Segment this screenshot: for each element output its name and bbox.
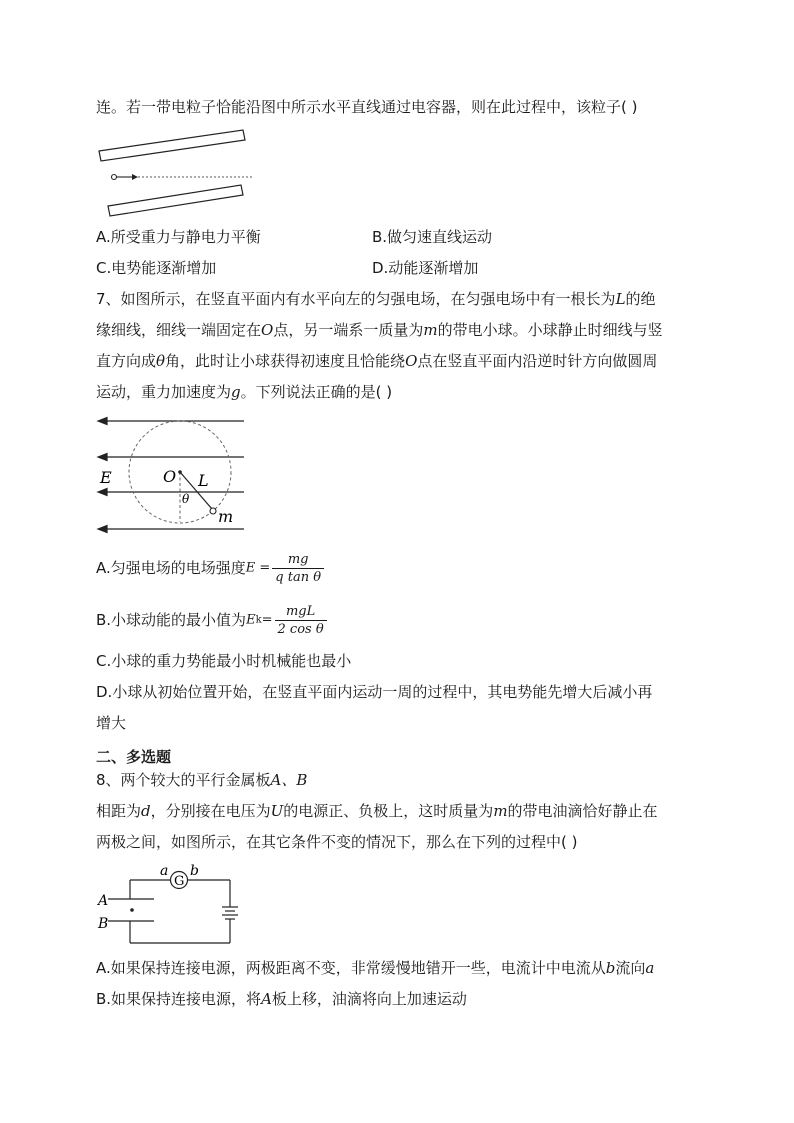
section-heading: 二、多选题 — [96, 748, 172, 766]
label-theta: θ — [182, 492, 190, 506]
q7-stem-line3: 直方向成θ角，此时让小球获得初速度且恰能绕O点在竖直平面内沿逆时针方向做圆周 — [96, 352, 658, 370]
q8-stem-line2: 相距为d，分别接在电压为U的电源正、负极上，这时质量为m的带电油滴恰好静止在 — [96, 802, 658, 820]
label-plate-a: A — [98, 893, 109, 909]
ball — [210, 508, 216, 514]
q6-option-b: B.做匀速直线运动 — [372, 228, 493, 246]
galvanometer-label: G — [174, 874, 185, 889]
q8-stem-line1: 8、两个较大的平行金属板A、B — [96, 771, 308, 789]
q6-option-a: A.所受重力与静电力平衡 — [96, 228, 261, 246]
q7-stem-line2: 缘细线，细线一端固定在O点，另一端系一质量为m的带电小球。小球静止时细线与竖 — [96, 321, 663, 339]
label-a-terminal: a — [160, 863, 169, 879]
circuit-figure — [94, 863, 244, 949]
label-l: L — [198, 471, 209, 490]
label-o: O — [163, 467, 177, 486]
label-plate-b: B — [98, 916, 109, 932]
q7-option-d-line2: 增大 — [96, 714, 127, 732]
q7-option-b: B.小球动能的最小值为Ek= $\frac{\text{mgL}}{\text{2 cos θ}}$ — [96, 604, 329, 637]
q6-option-c: C.电势能逐渐增加 — [96, 259, 217, 277]
label-b-terminal: b — [190, 863, 199, 879]
q7-stem-line1: 7、如图所示，在竖直平面内有水平向左的匀强电场，在匀强电场中有一根长为L的绝 — [96, 290, 656, 308]
particle — [112, 175, 117, 180]
label-m: m — [218, 507, 234, 526]
q6-stem: 连。若一带电粒子恰能沿图中所示水平直线通过电容器，则在此过程中，该粒子( ) — [96, 98, 638, 116]
field-circle-figure — [94, 414, 250, 538]
pivot-point — [178, 470, 182, 474]
oil-drop — [130, 908, 134, 912]
q7-option-c: C.小球的重力势能最小时机械能也最小 — [96, 652, 352, 670]
q6-option-d: D.动能逐渐增加 — [372, 259, 479, 277]
lower-plate — [108, 185, 243, 216]
q7-stem-line4: 运动，重力加速度为g。下列说法正确的是( ) — [96, 383, 393, 401]
q8-option-b: B.如果保持连接电源，将A板上移，油滴将向上加速运动 — [96, 990, 467, 1008]
q7-option-a: A.匀强电场的电场强度E = $\frac{mg}{\text{q tan θ}}$ — [96, 552, 326, 585]
upper-plate — [99, 130, 245, 161]
q8-stem-line3: 两极之间，如图所示，在其它条件不变的情况下，那么在下列的过程中( ) — [96, 833, 578, 851]
label-e: E — [100, 468, 112, 487]
q7-option-d-line1: D.小球从初始位置开始，在竖直平面内运动一周的过程中，其电势能先增大后减小再 — [96, 683, 653, 701]
capacitor-figure — [96, 128, 256, 220]
q8-option-a: A.如果保持连接电源，两极距离不变，非常缓慢地错开一些，电流计中电流从b流向a — [96, 959, 655, 977]
